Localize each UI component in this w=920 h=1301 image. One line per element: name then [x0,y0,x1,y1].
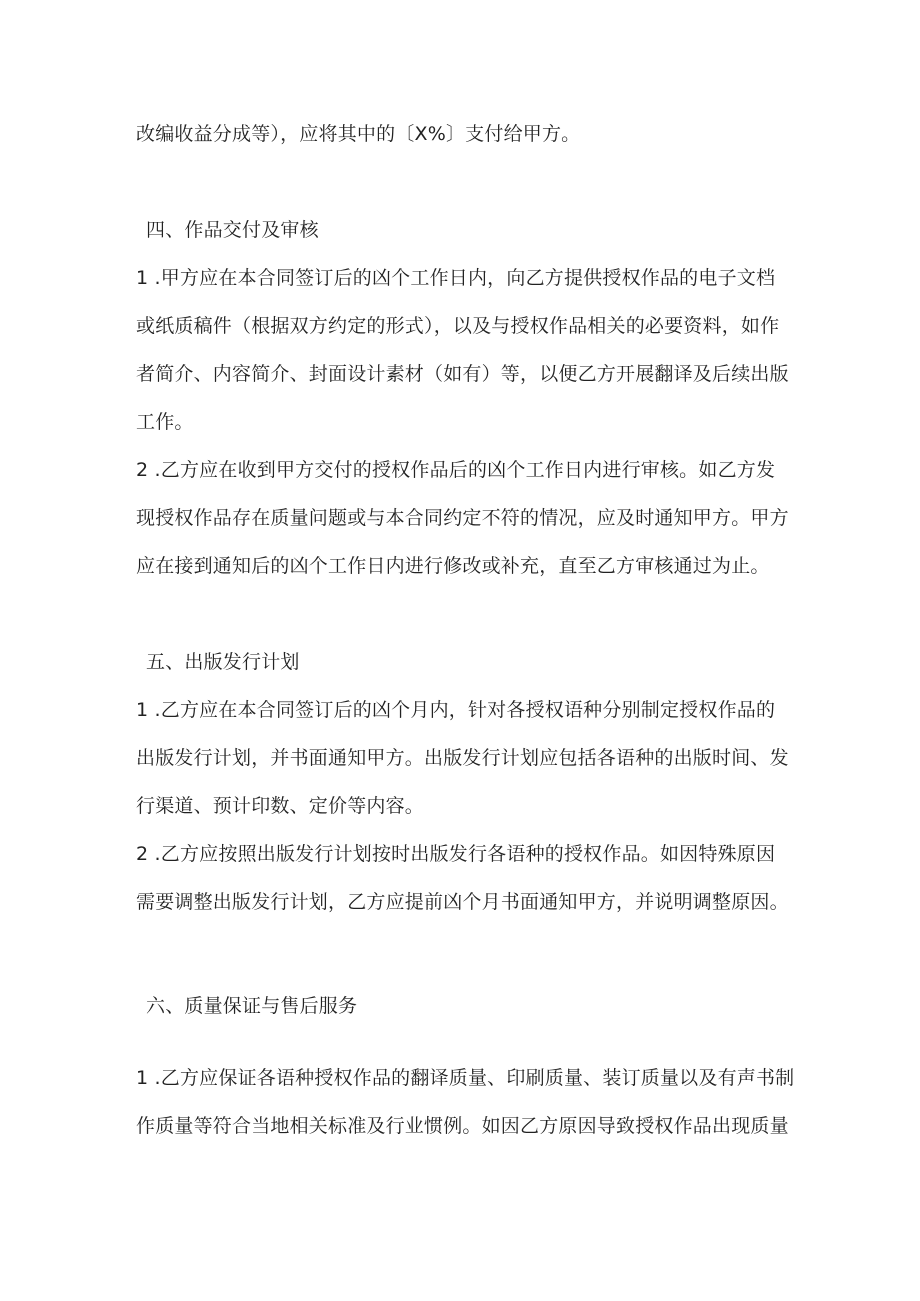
section6-item1-line: 作质量等符合当地相关标准及行业惯例。如因乙方原因导致授权作品出现质量 [136,1115,789,1137]
section5-item1-line: 1 .乙方应在本合同签订后的凶个月内，针对各授权语种分别制定授权作品的 [136,699,776,721]
section4-item1-line: 1 .甲方应在本合同签订后的凶个工作日内，向乙方提供授权作品的电子文档 [136,267,776,289]
section4-item1-line: 工作。 [136,411,194,433]
section4-item1-line: 或纸质稿件（根据双方约定的形式），以及与授权作品相关的必要资料，如作 [136,315,780,337]
section5-item1-line: 出版发行计划，并书面通知甲方。出版发行计划应包括各语种的出版时间、发 [136,747,789,769]
section4-item1-line: 者简介、内容简介、封面设计素材（如有）等，以便乙方开展翻译及后续出版 [136,363,789,385]
section4-item2-line: 2 .乙方应在收到甲方交付的授权作品后的凶个工作日内进行审核。如乙方发 [136,459,776,481]
section-heading-5: 五、出版发行计划 [146,651,300,673]
section6-item1-line: 1 .乙方应保证各语种授权作品的翻译质量、印刷质量、装订质量以及有声书制 [136,1067,795,1089]
section5-item2-line: 2 .乙方应按照出版发行计划按时出版发行各语种的授权作品。如因特殊原因 [136,843,776,865]
section4-item2-line: 现授权作品存在质量问题或与本合同约定不符的情况，应及时通知甲方。甲方 [136,507,789,529]
section4-item2-line: 应在接到通知后的凶个工作日内进行修改或补充，直至乙方审核通过为止。 [136,555,770,577]
section-heading-4: 四、作品交付及审核 [146,219,319,241]
section-heading-6: 六、质量保证与售后服务 [146,995,358,1017]
section5-item1-line: 行渠道、预计印数、定价等内容。 [136,795,425,817]
continuation-text: 改编收益分成等），应将其中的〔X%〕支付给甲方。 [136,123,581,145]
section5-item2-line: 需要调整出版发行计划，乙方应提前凶个月书面通知甲方，并说明调整原因。 [136,891,789,913]
